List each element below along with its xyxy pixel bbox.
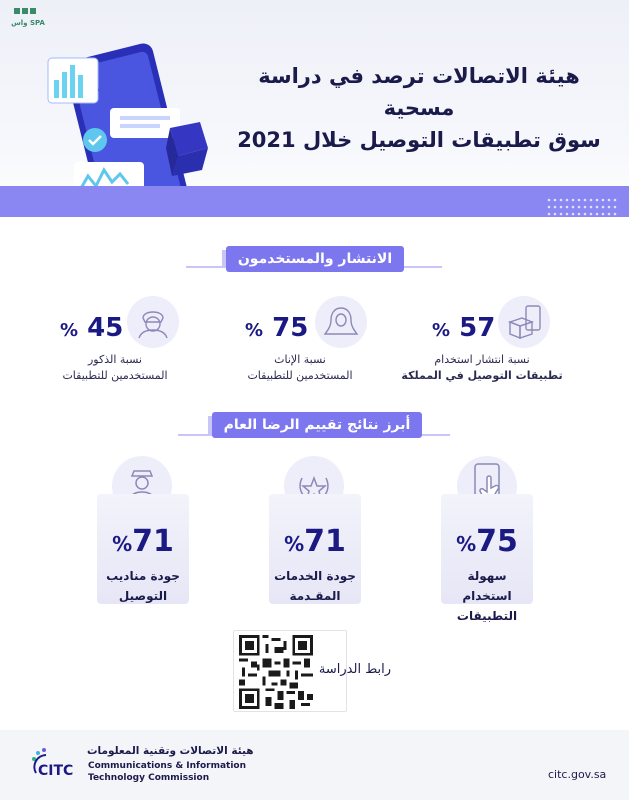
card-label-ease-of-use: سهولة استخدام التطبيقات	[456, 569, 518, 623]
stat-desc-female: نسبة الإناث المستخدمين للتطبيقات	[247, 353, 353, 382]
woman-icon	[315, 296, 367, 348]
card-label-courier-quality: جودة مناديب التوصيل	[106, 569, 180, 603]
dot-pattern	[545, 196, 625, 222]
page-title: هيئة الاتصالات ترصد في دراسة مسحية سوق تطبيقات التوصيل خلال 2021	[237, 64, 601, 152]
card-value-courier-quality: %71	[112, 524, 174, 559]
man-icon	[127, 296, 179, 348]
card-label-service-quality: جودة الخدمات المقـدمة	[274, 569, 356, 603]
spa-logo	[8, 6, 48, 28]
citc-logo	[30, 745, 85, 781]
section-title-satisfaction: أبرز نتائج تقييم الرضا العام	[212, 412, 422, 438]
section-title-users: الانتشار والمستخدمون	[226, 246, 404, 272]
footer-url-link[interactable]: citc.gov.sa	[548, 768, 607, 781]
stat-desc-penetration: نسبة انتشار استخدام تطبيقات التوصيل في المملكة	[401, 353, 563, 382]
qr-link-label: رابط الدراسة	[318, 662, 392, 677]
stat-value-male: % 45	[60, 313, 124, 343]
svg-text:واس SPA: واس SPA	[11, 19, 45, 27]
card-value-ease-of-use: %75	[456, 524, 518, 559]
stat-value-penetration: % 57	[432, 313, 496, 343]
svg-text:CITC: CITC	[38, 763, 74, 779]
card-value-service-quality: %71	[284, 524, 346, 559]
phone-box-icon	[498, 296, 550, 348]
header-banner	[0, 186, 629, 217]
footer-org-arabic: هيئة الاتصالات وتقنية المعلومات	[87, 745, 254, 757]
footer-org-english: Communications & Information Technology Commission	[88, 761, 247, 783]
stat-desc-male: نسبة الذكور المستخدمين للتطبيقات	[62, 353, 168, 382]
stat-value-female: % 75	[245, 313, 309, 343]
